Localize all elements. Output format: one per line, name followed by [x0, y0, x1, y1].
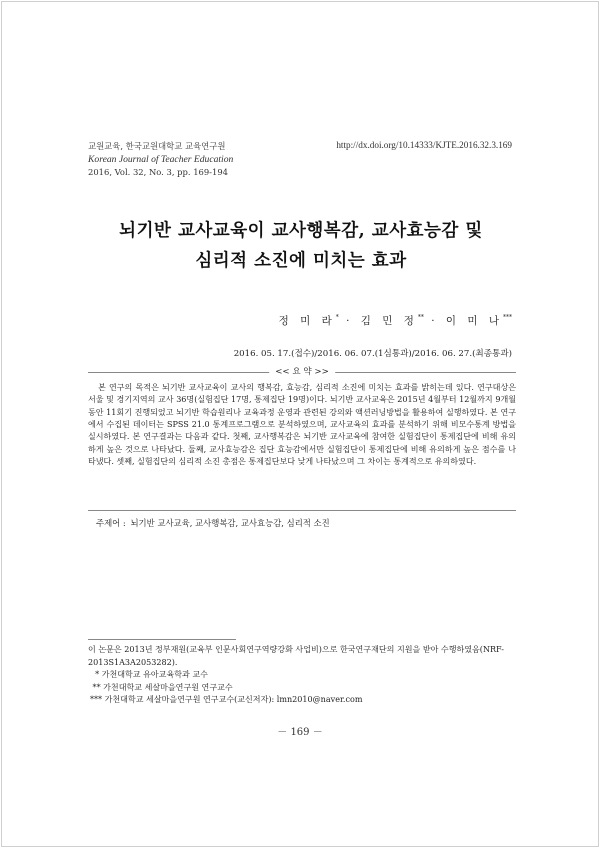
title-line-1: 뇌기반 교사교육이 교사행복감, 교사효능감 및 — [119, 221, 483, 241]
abstract-text: 본 연구의 목적은 뇌기반 교사교육이 교사의 행복감, 효능감, 심리적 소진에 미치는 효과를 밝히는데 있다. 연구대상은 서울 및 경기지역의 교사 36명(실험집단 17명, 통제집단 19명)이다. 뇌기반 교사교육은 2015년 4월부터 12월까지 9개월 동안 11회기 진행되었고 뇌기반 학습원리나 교육과정 운영과 관련된 강의와 액션러닝방법을 활용하여 실행하였다. 본 연구에서 수집된 데이터는 SPSS 21.0 통계프로그램으로 분석하였으며, 교사교육의 효과를 분석하기 위해 비모수통계 방법을 실시하였다. 본 연구결과는 다음과 같다. 첫째, 교사행복감은 뇌기반 교사교육에 참여한 실험집단이 통제집단에 비해 유의하게 높은 것으로 나타났다. 둘째, 교사효능감은 집단 효능감에서만 실험집단이 통제집단에 비해 유의하게 높은 점수를 나타냈다. 셋째, 실험집단의 심리적 소진 총점은 통제집단보다 낮게 나타났으며 그 차이는 통계적으로 유의하였다. — [88, 383, 516, 467]
keywords — [96, 517, 330, 529]
author-list — [279, 313, 512, 328]
submission-dates: 2016. 05. 17.(접수)/2016. 06. 07.(1심통과)/2016. 06. 27.(최종통과) — [233, 349, 512, 359]
author-mark: ** — [417, 314, 424, 321]
affiliation-note: ** 가천대학교 세살마을연구원 연구교수 — [90, 682, 233, 692]
doi-link[interactable]: http://dx.doi.org/10.14333/KJTE.2016.32.3.169 — [336, 140, 512, 150]
author-name: 이 미 나 — [445, 315, 503, 327]
abstract-bottom-rule — [88, 510, 516, 511]
keywords-label: 주제어 : — [96, 518, 126, 528]
keywords-text: 뇌기반 교사교육, 교사행복감, 교사효능감, 심리적 소진 — [130, 518, 330, 528]
abstract-label: << 요 약 >> — [269, 366, 335, 378]
affiliation-note: *** 가천대학교 세살마을연구원 연구교수(교신저자): lmn2010@naver.com — [90, 695, 363, 705]
author-separator: · — [423, 315, 446, 327]
author-mark: *** — [503, 314, 512, 321]
paper-page — [1, 1, 599, 847]
journal-name: Korean Journal of Teacher Education — [88, 154, 234, 165]
author-separator: · — [338, 315, 361, 327]
journal-header — [88, 140, 233, 179]
paper-title — [62, 216, 540, 276]
funding-note: 이 논문은 2013년 정부재원(교육부 인문사회연구역량강화 사업비)으로 한국연구재단의 지원을 받아 수행하였음(NRF-2013S1A3A2053282). — [88, 645, 504, 667]
publisher-line: 교원교육, 한국교원대학교 교육연구원 — [88, 141, 226, 151]
footnote-rule — [88, 639, 236, 640]
author-mark: * — [335, 314, 339, 321]
title-line-2: 심리적 소진에 미치는 효과 — [195, 251, 407, 271]
volume-line: 2016, Vol. 32, No. 3, pp. 169-194 — [88, 167, 228, 177]
author-name: 정 미 라 — [278, 315, 336, 327]
abstract-header — [88, 366, 516, 378]
page-number: － 169 － — [277, 727, 323, 738]
footnotes — [88, 644, 516, 707]
affiliation-note: * 가천대학교 유아교육학과 교수 — [90, 670, 208, 680]
author-name: 김 민 정 — [360, 315, 418, 327]
